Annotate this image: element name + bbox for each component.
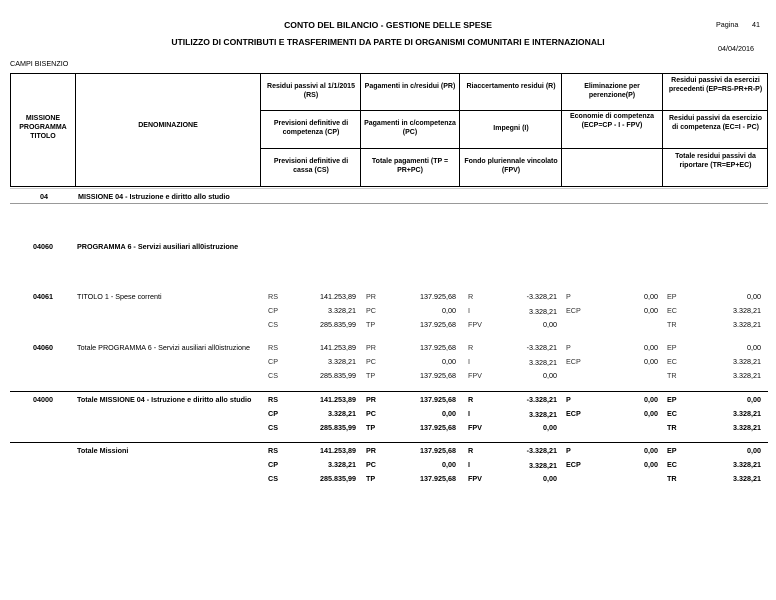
value-code: CS: [268, 320, 278, 329]
value-amount: 137.925,68: [420, 320, 456, 329]
value-code: ECP: [566, 460, 581, 469]
value-amount: 0,00: [644, 446, 658, 455]
value-amount: 0,00: [644, 343, 658, 352]
value-code: RS: [268, 446, 278, 455]
report-date: 04/04/2016: [718, 44, 754, 53]
value-code: PR: [366, 343, 376, 352]
value-code: PC: [366, 409, 376, 418]
block-code: 04061: [33, 292, 53, 301]
value-code: TP: [366, 371, 376, 380]
col-pc-header: Pagamenti in c/competenza (PC): [364, 120, 456, 136]
value-amount: 137.925,68: [420, 371, 456, 380]
value-code: P: [566, 292, 571, 301]
block-separator: [10, 391, 768, 392]
value-code: PC: [366, 306, 376, 315]
block-code: 04000: [33, 395, 53, 404]
value-amount: 137.925,68: [420, 474, 456, 483]
block-label: Totale MISSIONE 04 - Istruzione e diritto allo studio: [77, 395, 252, 404]
value-amount: 3.328,21: [328, 306, 356, 315]
value-code: PC: [366, 460, 376, 469]
value-amount: 0,00: [442, 357, 456, 366]
value-code: CP: [268, 460, 278, 469]
value-code: PR: [366, 395, 376, 404]
missione-code: 04: [40, 192, 48, 201]
value-amount: 3.328,21: [733, 371, 761, 380]
value-amount: 0,00: [747, 446, 761, 455]
value-amount: 141.253,89: [320, 343, 356, 352]
value-amount: 141.253,89: [320, 446, 356, 455]
value-amount: 285.835,99: [320, 320, 356, 329]
col-ep-header: Residui passivi da esercizi precedenti (EP=RS-PR+R-P): [668, 77, 763, 93]
col-cp-header: Previsioni definitive di competenza (CP): [273, 120, 349, 136]
col-i-header: Impegni (I): [493, 125, 529, 132]
value-amount: 141.253,89: [320, 395, 356, 404]
value-amount: 0,00: [644, 306, 658, 315]
value-code: ECP: [566, 357, 581, 366]
block-label: Totale PROGRAMMA 6 - Servizi ausiliari all0istruzione: [77, 343, 250, 352]
value-amount: 285.835,99: [320, 474, 356, 483]
col-rs-header: Residui passivi al 1/1/2015 (RS): [267, 83, 355, 99]
programma-code: 04060: [33, 242, 53, 251]
value-code: TR: [667, 320, 677, 329]
value-code: RS: [268, 343, 278, 352]
block-label: Totale Missioni: [77, 446, 129, 455]
value-amount: 3.328,21: [529, 410, 557, 419]
value-code: R: [468, 343, 474, 352]
page-label: Pagina: [716, 20, 739, 29]
value-code: PC: [366, 357, 376, 366]
value-amount: 137.925,68: [420, 395, 456, 404]
value-code: R: [468, 446, 474, 455]
value-code: I: [468, 306, 470, 315]
value-amount: 137.925,68: [420, 292, 456, 301]
col-cs-header: Previsioni definitive di cassa (CS): [273, 158, 349, 174]
col-ecp-header: Economie di competenza (ECP=CP - I - FPV): [569, 113, 655, 129]
value-amount: 3.328,21: [529, 307, 557, 316]
value-code: ECP: [566, 409, 581, 418]
col-fpv-header: Fondo pluriennale vincolato (FPV): [464, 158, 558, 174]
value-amount: 3.328,21: [328, 409, 356, 418]
value-amount: 141.253,89: [320, 292, 356, 301]
value-amount: 285.835,99: [320, 423, 356, 432]
col-tr-header: Totale residui passivi da riportare (TR=EP+EC): [675, 153, 756, 169]
value-code: I: [468, 357, 470, 366]
value-code: CP: [268, 357, 278, 366]
value-code: CP: [268, 306, 278, 315]
value-code: TR: [667, 423, 677, 432]
value-code: R: [468, 395, 474, 404]
value-code: CS: [268, 371, 278, 380]
value-amount: 137.925,68: [420, 343, 456, 352]
value-code: PR: [366, 446, 376, 455]
value-amount: 0,00: [644, 460, 658, 469]
report-subtitle: UTILIZZO DI CONTRIBUTI E TRASFERIMENTI DA PARTE DI ORGANISMI COMUNITARI E INTERNAZIONALI: [171, 37, 605, 47]
block-code: 04060: [33, 343, 53, 352]
value-code: I: [468, 409, 470, 418]
value-code: CP: [268, 409, 278, 418]
value-amount: 0,00: [442, 409, 456, 418]
block-separator: [10, 442, 768, 443]
value-code: ECP: [566, 306, 581, 315]
value-amount: 0,00: [543, 320, 557, 329]
value-code: TR: [667, 474, 677, 483]
value-code: P: [566, 395, 571, 404]
entity-name: CAMPI BISENZIO: [10, 59, 69, 68]
col-p-header: Eliminazione per perenzione(P): [584, 83, 640, 99]
value-amount: 3.328,21: [733, 474, 761, 483]
value-code: RS: [268, 292, 278, 301]
value-code: FPV: [468, 320, 482, 329]
value-amount: 3.328,21: [529, 461, 557, 470]
value-amount: 0,00: [747, 292, 761, 301]
col-tp-header: Totale pagamenti (TP = PR+PC): [371, 158, 449, 174]
value-amount: 0,00: [747, 343, 761, 352]
value-amount: 3.328,21: [328, 357, 356, 366]
value-code: CS: [268, 423, 278, 432]
value-amount: -3.328,21: [526, 395, 557, 404]
value-code: TP: [366, 423, 376, 432]
value-amount: -3.328,21: [526, 343, 557, 352]
value-amount: 0,00: [644, 395, 658, 404]
value-code: EP: [667, 343, 677, 352]
value-amount: 3.328,21: [733, 357, 761, 366]
value-code: RS: [268, 395, 278, 404]
col-pr-header: Pagamenti in c/residui (PR): [364, 83, 456, 90]
col-missione-header: MISSIONE PROGRAMMA TITOLO: [19, 115, 67, 140]
value-amount: 3.328,21: [529, 358, 557, 367]
value-code: TR: [667, 371, 677, 380]
page-number: 41: [752, 20, 760, 29]
value-code: FPV: [468, 423, 482, 432]
value-amount: 3.328,21: [733, 460, 761, 469]
value-amount: 0,00: [543, 474, 557, 483]
value-code: EC: [667, 357, 677, 366]
value-code: P: [566, 343, 571, 352]
value-amount: 3.328,21: [328, 460, 356, 469]
value-amount: 3.328,21: [733, 306, 761, 315]
value-code: R: [468, 292, 474, 301]
value-amount: 3.328,21: [733, 409, 761, 418]
value-amount: 285.835,99: [320, 371, 356, 380]
value-amount: -3.328,21: [526, 446, 557, 455]
value-code: TP: [366, 474, 376, 483]
value-amount: 3.328,21: [733, 320, 761, 329]
value-code: EC: [667, 306, 677, 315]
value-amount: 137.925,68: [420, 446, 456, 455]
value-code: I: [468, 460, 470, 469]
col-ec-header: Residui passivi da esercizio di competenza (EC=I - PC): [669, 115, 762, 131]
value-amount: 0,00: [747, 395, 761, 404]
value-amount: 3.328,21: [733, 423, 761, 432]
value-amount: 0,00: [442, 460, 456, 469]
block-label: TITOLO 1 - Spese correnti: [77, 292, 162, 301]
value-code: FPV: [468, 371, 482, 380]
value-code: FPV: [468, 474, 482, 483]
value-code: EP: [667, 292, 677, 301]
value-amount: -3.328,21: [526, 292, 557, 301]
value-amount: 0,00: [644, 409, 658, 418]
col-denominazione-header: DENOMINAZIONE: [138, 122, 198, 129]
value-amount: 0,00: [644, 292, 658, 301]
value-code: CS: [268, 474, 278, 483]
value-amount: 0,00: [543, 371, 557, 380]
value-amount: 137.925,68: [420, 423, 456, 432]
value-code: TP: [366, 320, 376, 329]
value-amount: 0,00: [644, 357, 658, 366]
value-code: PR: [366, 292, 376, 301]
value-code: EP: [667, 395, 677, 404]
col-r-header: Riaccertamento residui (R): [466, 83, 556, 90]
value-amount: 0,00: [543, 423, 557, 432]
programma-label: PROGRAMMA 6 - Servizi ausiliari all0istruzione: [77, 242, 239, 251]
report-title: CONTO DEL BILANCIO - GESTIONE DELLE SPESE: [284, 20, 492, 30]
missione-label: MISSIONE 04 - Istruzione e diritto allo studio: [78, 192, 230, 201]
value-code: P: [566, 446, 571, 455]
value-code: EP: [667, 446, 677, 455]
value-amount: 0,00: [442, 306, 456, 315]
value-code: EC: [667, 460, 677, 469]
value-code: EC: [667, 409, 677, 418]
